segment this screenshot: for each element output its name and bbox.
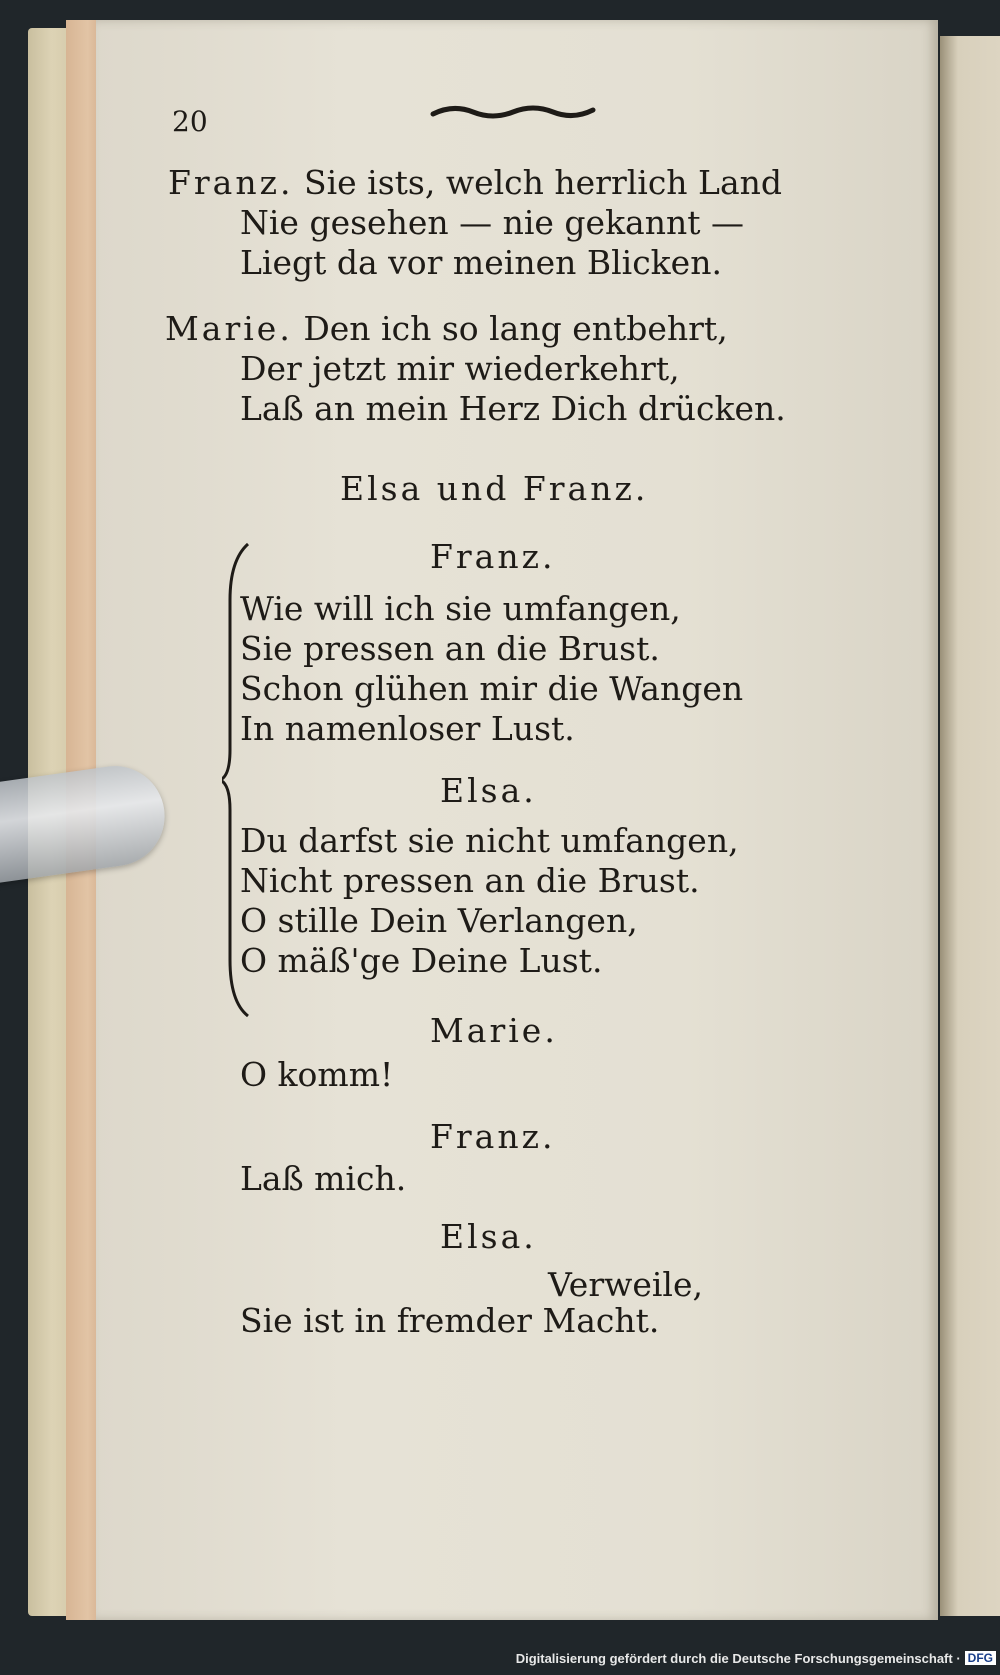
- speaker-elsa: Elsa.: [440, 771, 537, 810]
- verse-line: Laß mich.: [240, 1159, 407, 1198]
- footer-text: Digitalisierung gefördert durch die Deutsche Forschungsgemeinschaft ·: [515, 1650, 961, 1666]
- speaker-marie: Marie.: [430, 1011, 558, 1050]
- page-number: 20: [172, 105, 208, 138]
- speaker-marie: Marie.: [165, 309, 293, 348]
- block2-line-1: [165, 308, 728, 350]
- header-ornament: [428, 98, 598, 128]
- verse-line: Schon glühen mir die Wangen: [240, 669, 744, 708]
- verse-line: Laß an mein Herz Dich drücken.: [240, 389, 786, 428]
- speaker-franz: Franz.: [430, 1117, 556, 1156]
- verse-line: Sie pressen an die Brust.: [240, 629, 660, 668]
- block1-line-1: [168, 162, 782, 204]
- verse-line: Sie ist in fremder Macht.: [240, 1301, 660, 1340]
- next-page-edge: [940, 36, 1000, 1616]
- verse-line: O mäß'ge Deine Lust.: [240, 941, 603, 980]
- speaker-franz: Franz.: [430, 537, 556, 576]
- verse-line: Wie will ich sie umfangen,: [240, 589, 681, 628]
- verse-line: Verweile,: [548, 1265, 704, 1304]
- verse-line: Sie ists, welch herrlich Land: [303, 163, 783, 202]
- verse-line: In namenloser Lust.: [240, 709, 575, 748]
- footer-attribution: [516, 1647, 996, 1669]
- duet-heading: Elsa und Franz.: [340, 469, 649, 508]
- verse-line: Den ich so lang entbehrt,: [303, 309, 728, 348]
- verse-line: O komm!: [240, 1055, 394, 1094]
- verse-line: Der jetzt mir wiederkehrt,: [240, 349, 680, 388]
- verse-line: O stille Dein Verlangen,: [240, 901, 638, 940]
- speaker-elsa: Elsa.: [440, 1217, 537, 1256]
- speaker-franz: Franz.: [168, 163, 294, 202]
- verse-line: Du darfst sie nicht umfangen,: [240, 821, 739, 860]
- verse-line: Nie gesehen — nie gekannt —: [240, 203, 744, 242]
- verse-line: Nicht pressen an die Brust.: [240, 861, 700, 900]
- dfg-logo: DFG: [965, 1651, 996, 1665]
- verse-line: Liegt da vor meinen Blicken.: [240, 243, 722, 282]
